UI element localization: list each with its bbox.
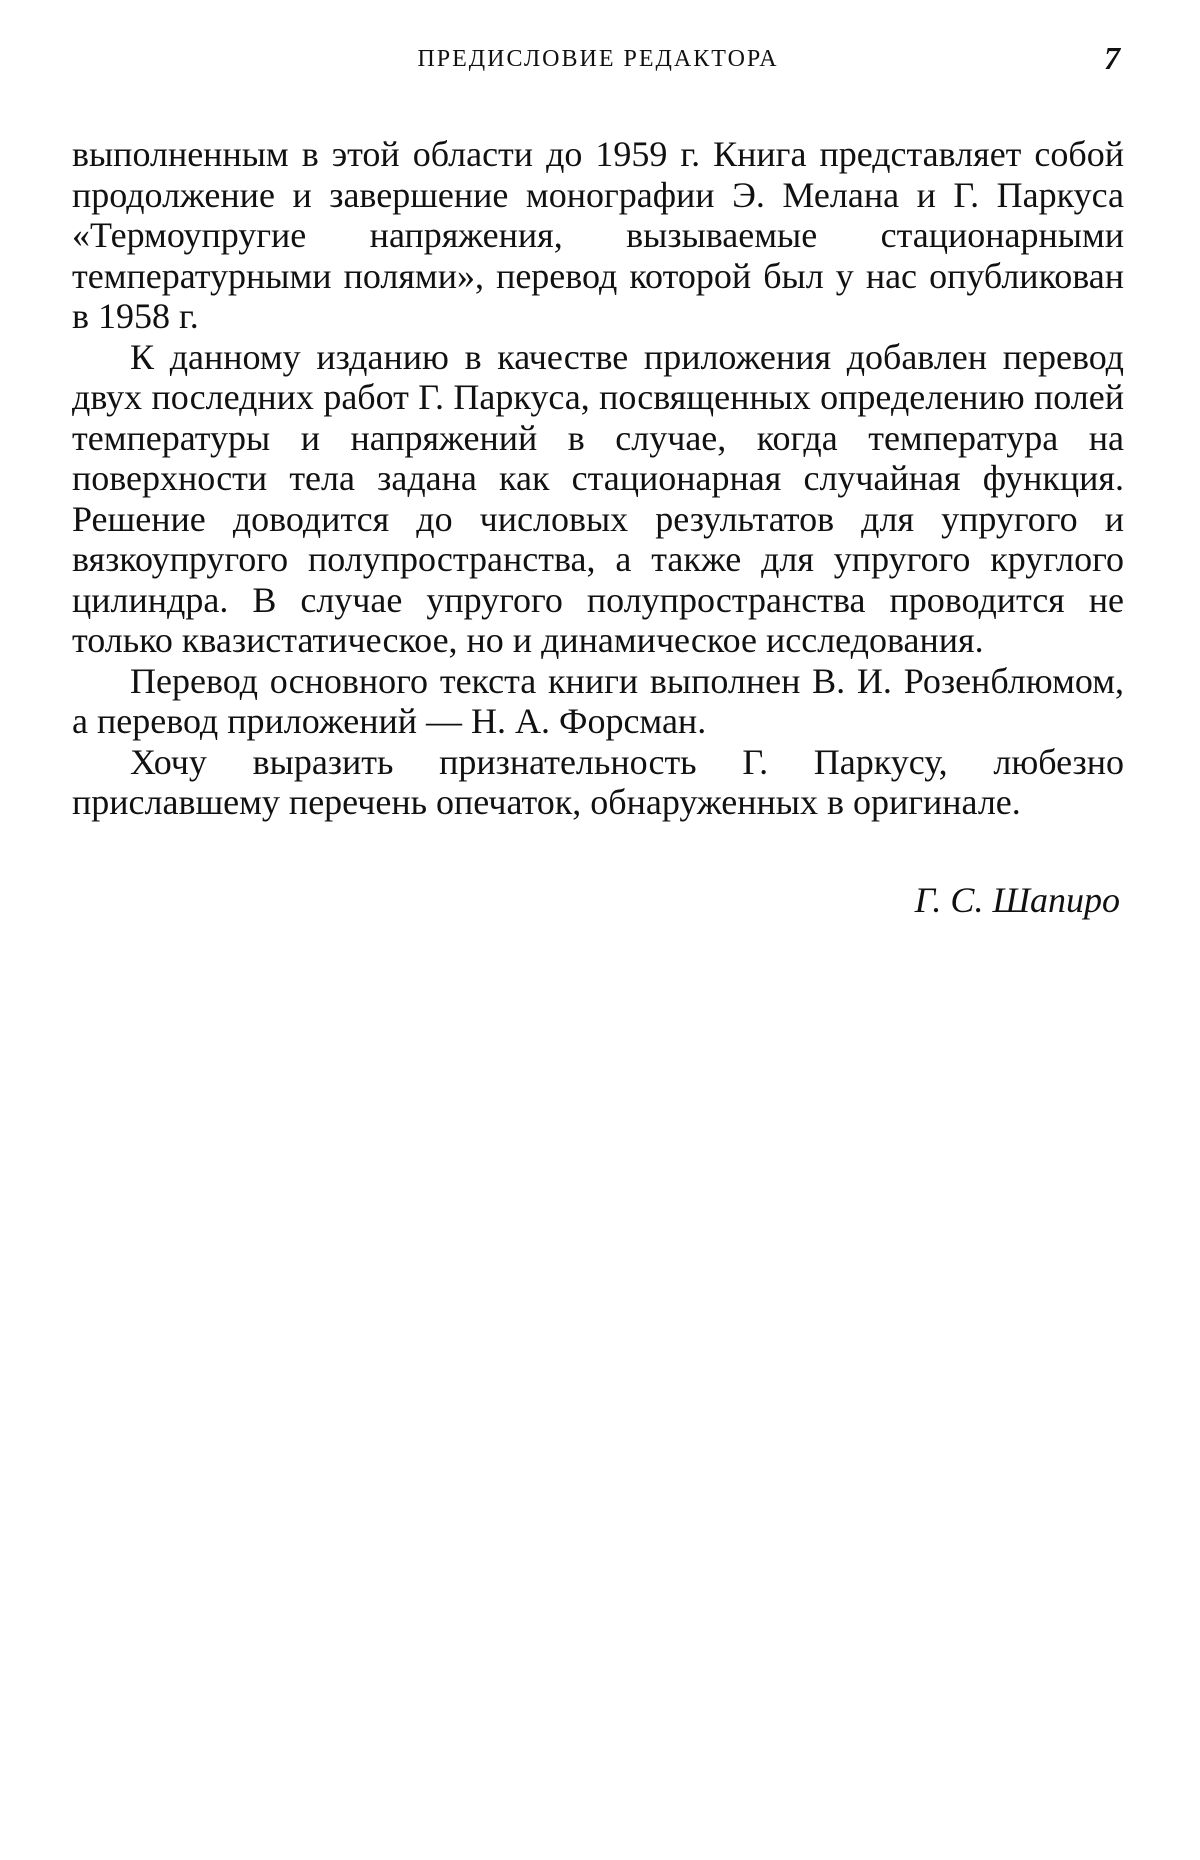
editor-signature: Г. С. Шапиро bbox=[914, 879, 1120, 920]
paragraph-appendix: К данному изданию в качестве приложения добавлен перевод двух последних работ Г. Паркуса, посвященных определению полей температуры и напряжений в случае, когда температура на поверхности тела задана как стационарная случайная функция. Решение доводится до числовых результатов для упругого и вязкоупругого полупространства, а также для упругого круглого цилиндра. В случае упругого полупространства проводится не только квазистатическое, но и динамическое исследования. bbox=[72, 336, 1124, 660]
running-head bbox=[72, 40, 1124, 84]
running-title: ПРЕДИСЛОВИЕ РЕДАКТОРА bbox=[417, 46, 779, 72]
body-text bbox=[72, 134, 1124, 823]
paragraph-continued: выполненным в этой области до 1959 г. Книга представляет собой продолжение и завершение монографии Э. Мелана и Г. Паркуса «Термоупругие напряжения, вызываемые стационарными температурными полями», перевод которой был у нас опубликован в 1958 г. bbox=[72, 134, 1124, 336]
paragraph-translators: Перевод основного текста книги выполнен В. И. Розенблюмом, а перевод приложений — Н. А. Форсман. bbox=[72, 660, 1124, 741]
paragraph-acknowledgement: Хочу выразить признательность Г. Паркусу, любезно приславшему перечень опечаток, обнаруженных в оригинале. bbox=[72, 741, 1124, 822]
book-page bbox=[72, 40, 1124, 921]
page-number: 7 bbox=[1104, 40, 1120, 76]
